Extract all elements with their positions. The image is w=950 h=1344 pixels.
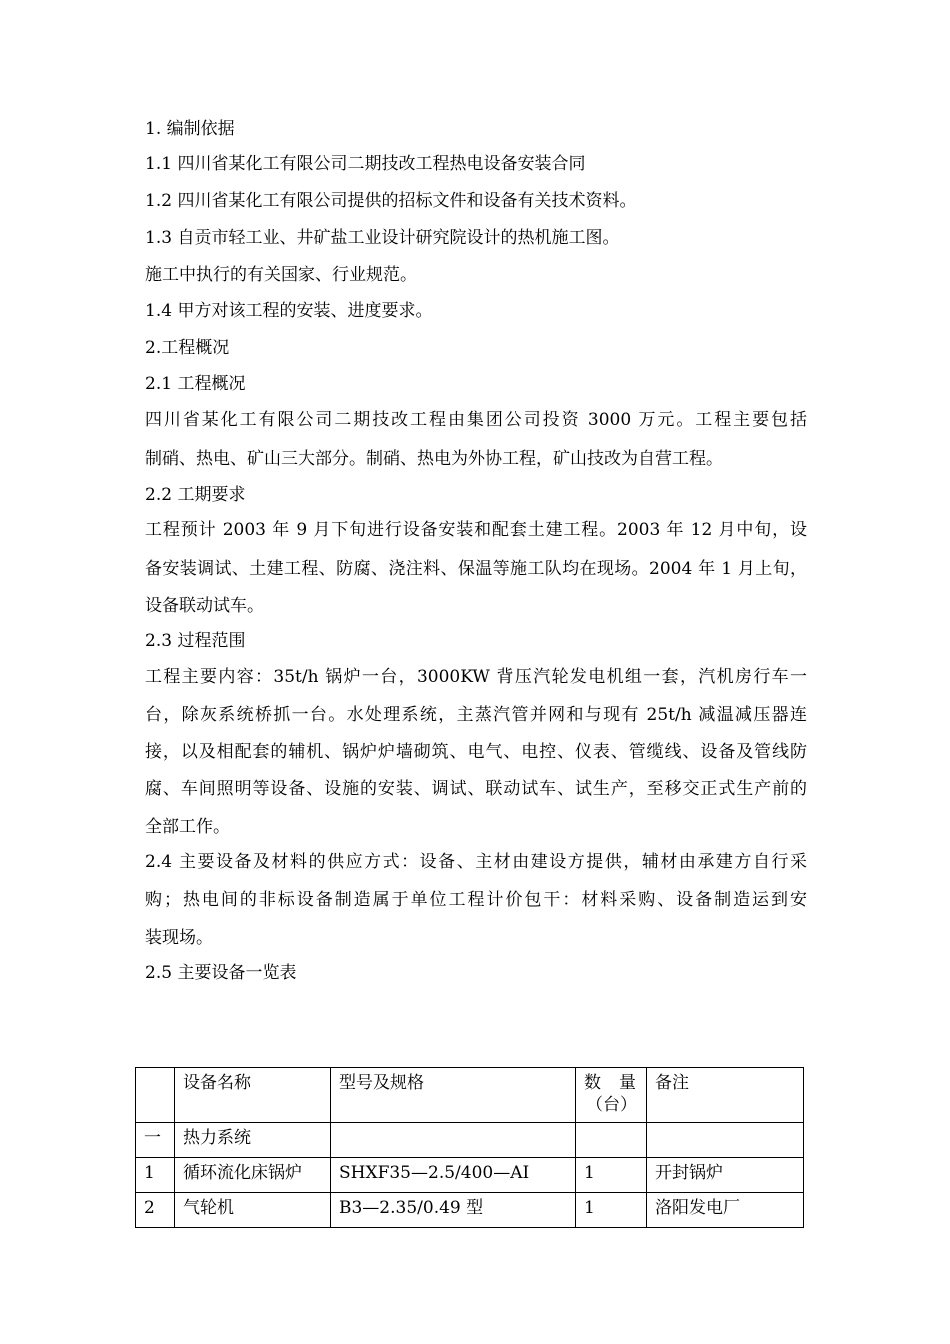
cell-remark: 开封锅炉 [647, 1158, 804, 1193]
cell-model [331, 1123, 576, 1158]
cell-model: SHXF35—2.5/400—AI [331, 1158, 576, 1193]
header-cell-no [136, 1068, 175, 1123]
cell-name: 循环流化床锅炉 [175, 1158, 331, 1193]
cell-no: 一 [136, 1123, 175, 1158]
paragraph: 备安装调试、土建工程、防腐、浇注料、保温等施工队均在现场。2004 年 1 月上旬， [145, 559, 807, 579]
table-row [136, 1158, 804, 1193]
cell-qty [576, 1123, 647, 1158]
table-header-row [136, 1068, 804, 1123]
qty-header-char-1: 数 [584, 1073, 601, 1093]
section-heading: 1. 编制依据 [145, 119, 235, 139]
header-cell-remark: 备注 [647, 1068, 804, 1123]
paragraph: 1.3 自贡市轻工业、井矿盐工业设计研究院设计的热机施工图。 [145, 228, 620, 248]
paragraph: 四川省某化工有限公司二期技改工程由集团公司投资 3000 万元。工程主要包括 [145, 410, 807, 430]
cell-name: 气轮机 [175, 1193, 331, 1228]
paragraph: 设备联动试车。 [145, 596, 264, 616]
cell-no: 2 [136, 1193, 175, 1228]
cell-model: B3—2.35/0.49 型 [331, 1193, 576, 1228]
paragraph: 1.2 四川省某化工有限公司提供的招标文件和设备有关技术资料。 [145, 191, 637, 211]
qty-header-unit: （台） [586, 1095, 637, 1115]
paragraph: 台，除灰系统桥抓一台。水处理系统，主蒸汽管并网和与现有 25t/h 减温减压器连 [145, 705, 807, 725]
subsection-heading: 2.5 主要设备一览表 [145, 963, 297, 983]
paragraph: 2.4 主要设备及材料的供应方式：设备、主材由建设方提供，辅材由承建方自行采 [145, 852, 807, 872]
cell-remark [647, 1123, 804, 1158]
paragraph: 工程预计 2003 年 9 月下旬进行设备安装和配套土建工程。2003 年 12 月中旬，设 [145, 520, 807, 540]
subsection-heading: 2.3 过程范围 [145, 631, 246, 651]
header-cell-qty [576, 1068, 647, 1123]
paragraph: 制硝、热电、矿山三大部分。制硝、热电为外协工程，矿山技改为自营工程。 [145, 449, 723, 469]
cell-no: 1 [136, 1158, 175, 1193]
paragraph: 购；热电间的非标设备制造属于单位工程计价包干：材料采购、设备制造运到安 [145, 890, 807, 910]
paragraph: 腐、车间照明等设备、设施的安装、调试、联动试车、试生产，至移交正式生产前的 [145, 779, 807, 799]
paragraph: 1.1 四川省某化工有限公司二期技改工程热电设备安装合同 [145, 154, 586, 174]
equipment-table [135, 1067, 804, 1228]
qty-header-label [584, 1072, 636, 1094]
paragraph: 装现场。 [145, 928, 213, 948]
header-cell-name: 设备名称 [175, 1068, 331, 1123]
subsection-heading: 2.2 工期要求 [145, 485, 246, 505]
cell-remark: 洛阳发电厂 [647, 1193, 804, 1228]
table-row [136, 1123, 804, 1158]
cell-qty: 1 [576, 1158, 647, 1193]
paragraph: 全部工作。 [145, 817, 230, 837]
section-heading: 2.工程概况 [145, 338, 230, 358]
paragraph: 接，以及相配套的辅机、锅炉炉墙砌筑、电气、电控、仪表、管缆线、设备及管线防 [145, 742, 807, 762]
qty-header-char-2: 量 [619, 1073, 636, 1093]
paragraph: 施工中执行的有关国家、行业规范。 [145, 265, 417, 285]
cell-name: 热力系统 [175, 1123, 331, 1158]
table-row [136, 1193, 804, 1228]
header-cell-model: 型号及规格 [331, 1068, 576, 1123]
cell-qty: 1 [576, 1193, 647, 1228]
subsection-heading: 2.1 工程概况 [145, 374, 246, 394]
paragraph: 1.4 甲方对该工程的安装、进度要求。 [145, 301, 433, 321]
paragraph: 工程主要内容：35t/h 锅炉一台，3000KW 背压汽轮发电机组一套，汽机房行车一 [145, 667, 807, 687]
